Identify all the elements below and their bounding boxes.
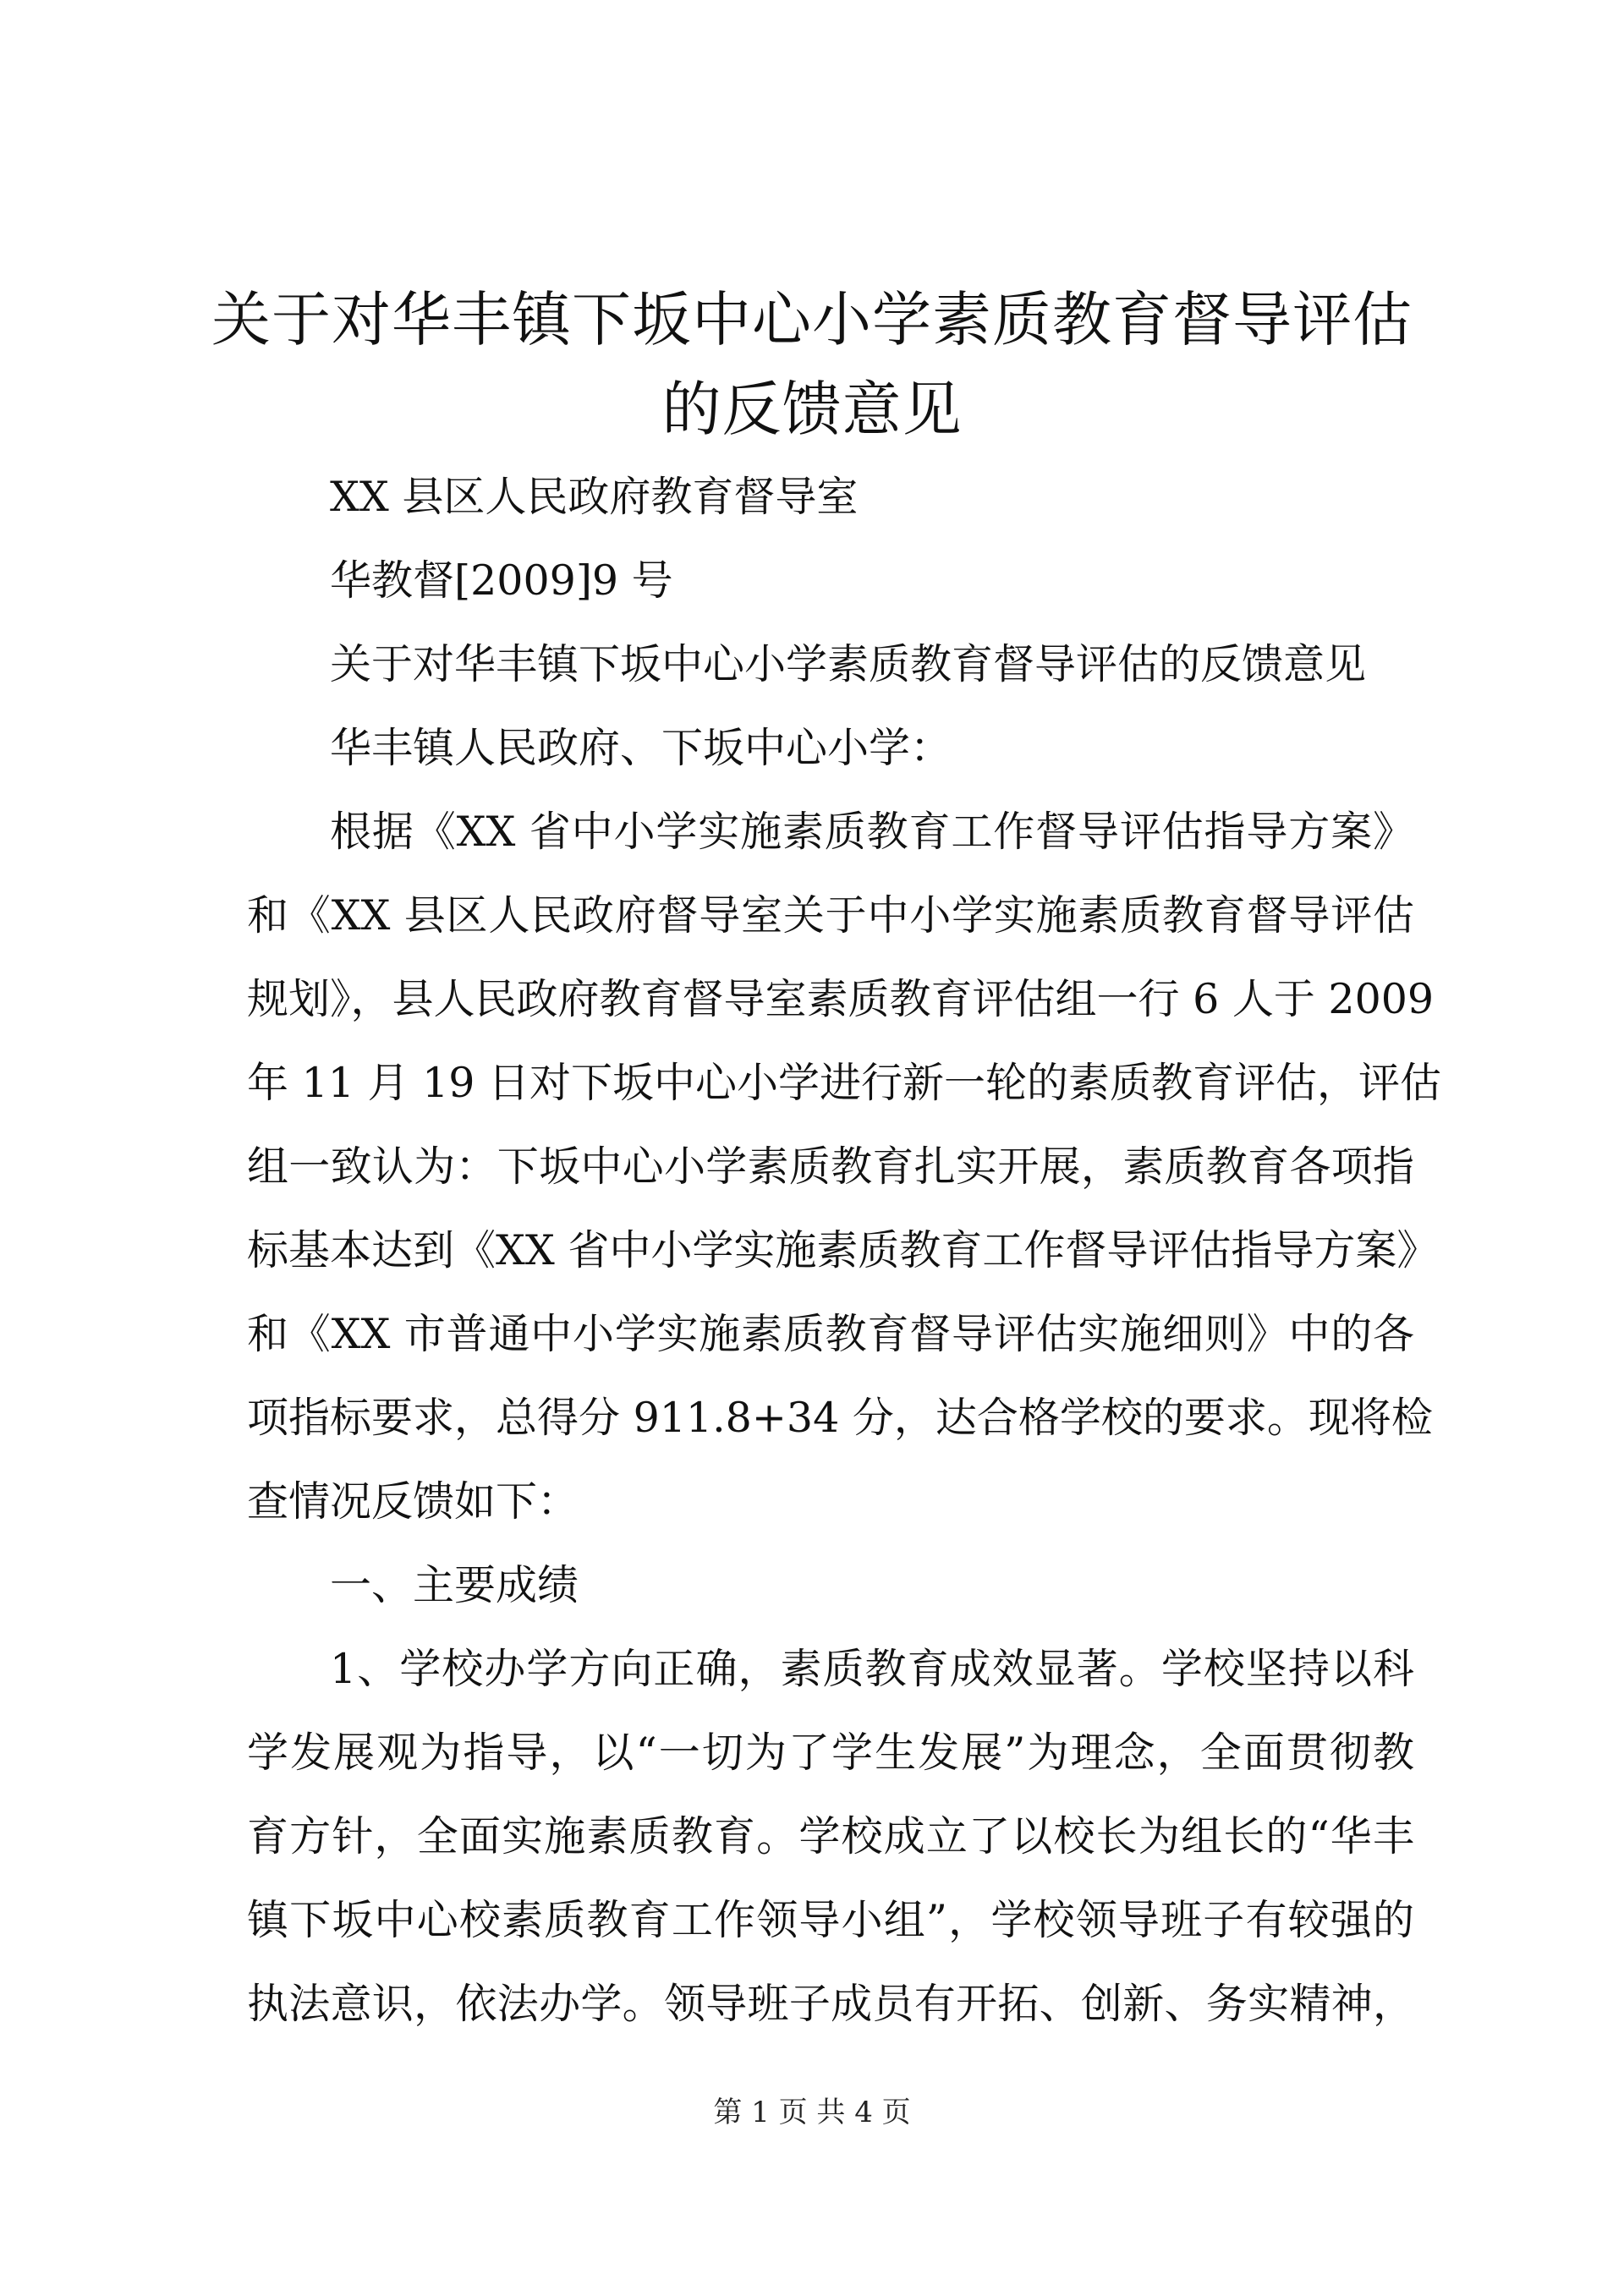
document-title (203, 275, 1421, 454)
text-line: XX 县区人民政府教育督导室 (330, 473, 859, 521)
text-line: 查情况反馈如下： (247, 1477, 579, 1526)
text-line: 1、学校办学方向正确，素质教育成效显著。学校坚持以科 (330, 1645, 1414, 1693)
text-line: 华丰镇人民政府、下坂中心小学： (330, 724, 952, 772)
document-body (247, 455, 1442, 2046)
text-line: 华教督[2009]9 号 (330, 556, 673, 605)
text-line: 关于对华丰镇下坂中心小学素质教育督导评估的反馈意见 (330, 640, 1367, 688)
text-line: 组一致认为：下坂中心小学素质教育扎实开展，素质教育各项指 (247, 1143, 1414, 1191)
text-line: 执法意识，依法办学。领导班子成员有开拓、创新、务实精神， (247, 1980, 1414, 2028)
text-line: 项指标要求，总得分 911.8+34 分，达合格学校的要求。现将检 (247, 1394, 1433, 1442)
text-line: 年 11 月 19 日对下坂中心小学进行新一轮的素质教育评估，评估 (247, 1059, 1442, 1107)
text-line: 镇下坂中心校素质教育工作领导小组”，学校领导班子有较强的 (247, 1896, 1414, 1944)
text-line: 和《XX 县区人民政府督导室关于中小学实施素质教育督导评估 (247, 891, 1414, 940)
text-line: 根据《XX 省中小学实施素质教育工作督导评估指导方案》 (330, 808, 1414, 856)
page-footer: 第 1 页 共 4 页 (713, 2096, 911, 2129)
text-line: 和《XX 市普通中小学实施素质教育督导评估实施细则》中的各 (247, 1310, 1414, 1358)
text-line: 学发展观为指导，以“一切为了学生发展”为理念，全面贯彻教 (247, 1729, 1414, 1777)
title-line-2: 的反馈意见 (661, 375, 963, 444)
text-line: 规划》，县人民政府教育督导室素质教育评估组一行 6 人于 2009 (247, 975, 1435, 1023)
text-line: 一、主要成绩 (330, 1561, 579, 1609)
text-line: 育方针，全面实施素质教育。学校成立了以校长为组长的“华丰 (247, 1812, 1414, 1860)
title-line-1: 关于对华丰镇下坂中心小学素质教育督导评估 (211, 285, 1413, 354)
text-line: 标基本达到《XX 省中小学实施素质教育工作督导评估指导方案》 (247, 1226, 1439, 1274)
